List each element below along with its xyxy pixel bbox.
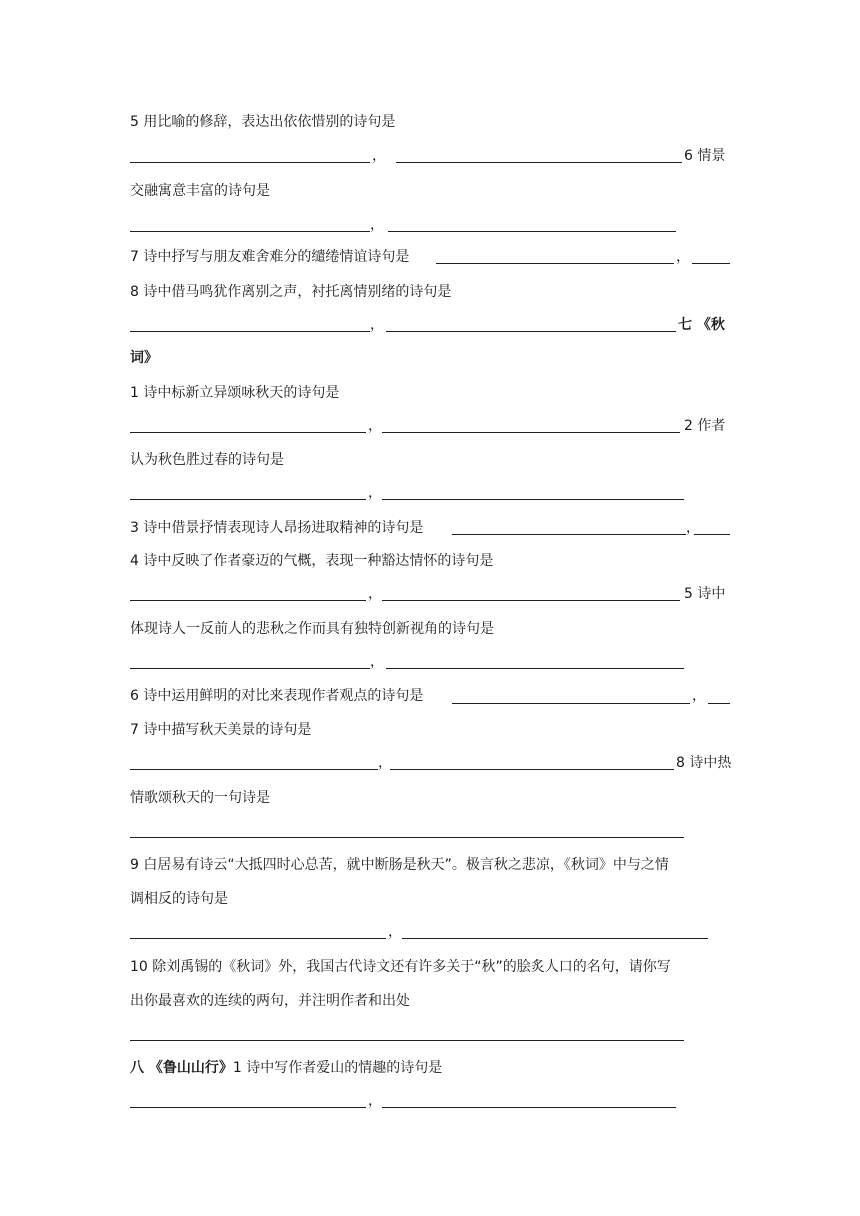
- qiu-question-9-line1: 9 白居易有诗云“大抵四时心总苦，就中断肠是秋天”。极言秋之悲凉，《秋词》中与之情: [130, 857, 669, 873]
- answer-blank[interactable]: [130, 331, 370, 332]
- qiu-question-10-line1: 10 除刘禹锡的《秋词》外，我国古代诗文还有许多关于“秋”的脍炙人口的名句，请你写: [130, 959, 671, 975]
- answer-blank[interactable]: [386, 331, 676, 332]
- qiu-question-8-start: 8 诗中热: [676, 755, 732, 771]
- comma: ，: [686, 520, 700, 536]
- answer-blank[interactable]: [390, 769, 674, 770]
- comma: ，: [372, 148, 386, 164]
- answer-blank[interactable]: [130, 938, 386, 939]
- answer-blank[interactable]: [436, 263, 674, 264]
- answer-blank[interactable]: [382, 1107, 676, 1108]
- section-8-title: 八 《鲁山山行》: [130, 1060, 233, 1076]
- answer-blank[interactable]: [130, 769, 378, 770]
- qiu-question-7: 7 诗中描写秋天美景的诗句是: [130, 722, 312, 738]
- comma: ，: [692, 688, 706, 704]
- answer-blank[interactable]: [130, 1107, 366, 1108]
- answer-blank[interactable]: [130, 231, 370, 232]
- answer-blank[interactable]: [130, 162, 370, 163]
- answer-blank[interactable]: [130, 668, 370, 669]
- answer-blank[interactable]: [692, 263, 730, 264]
- answer-blank[interactable]: [402, 938, 708, 939]
- answer-blank[interactable]: [382, 600, 680, 601]
- question-6-cont: 交融寓意丰富的诗句是: [130, 183, 270, 199]
- comma: ，: [368, 418, 382, 434]
- answer-blank[interactable]: [130, 600, 366, 601]
- answer-blank[interactable]: [130, 837, 684, 838]
- answer-blank[interactable]: [452, 703, 690, 704]
- question-7: 7 诗中抒写与朋友难舍难分的缱绻情谊诗句是: [130, 249, 410, 265]
- comma: ，: [676, 249, 690, 265]
- section-7-title-cont: 词》: [130, 350, 158, 366]
- qiu-question-10-line2: 出你最喜欢的连续的两句，并注明作者和出处: [130, 993, 410, 1009]
- answer-blank[interactable]: [708, 703, 730, 704]
- answer-blank[interactable]: [388, 231, 676, 232]
- qiu-question-2-start: 2 作者: [684, 418, 726, 434]
- section-8-line: [130, 1058, 442, 1078]
- qiu-question-3: 3 诗中借景抒情表现诗人昂扬进取精神的诗句是: [130, 520, 424, 536]
- answer-blank[interactable]: [452, 534, 686, 535]
- comma: ，: [370, 654, 384, 670]
- comma: ，: [368, 1093, 382, 1109]
- qiu-question-5-start: 5 诗中: [684, 586, 726, 602]
- lushan-question-1: 1 诗中写作者爱山的情趣的诗句是: [232, 1060, 443, 1076]
- answer-blank[interactable]: [396, 162, 682, 163]
- qiu-question-8-cont: 情歌颂秋天的一句诗是: [130, 790, 270, 806]
- comma: ，: [368, 586, 382, 602]
- comma: ，: [368, 485, 382, 501]
- question-6-start: 6 情景: [684, 148, 726, 164]
- qiu-question-4: 4 诗中反映了作者豪迈的气概，表现一种豁达情怀的诗句是: [130, 553, 494, 569]
- answer-blank[interactable]: [130, 432, 366, 433]
- qiu-question-1: 1 诗中标新立异颂咏秋天的诗句是: [130, 385, 340, 401]
- qiu-question-2-cont: 认为秋色胜过春的诗句是: [130, 452, 284, 468]
- qiu-question-6: 6 诗中运用鲜明的对比来表现作者观点的诗句是: [130, 688, 424, 704]
- answer-blank[interactable]: [382, 432, 680, 433]
- answer-blank[interactable]: [130, 499, 366, 500]
- answer-blank[interactable]: [694, 534, 730, 535]
- answer-blank[interactable]: [382, 499, 684, 500]
- answer-blank[interactable]: [130, 1040, 684, 1041]
- section-7-title-start: 七 《秋: [678, 317, 725, 333]
- qiu-question-9-line2: 调相反的诗句是: [130, 891, 228, 907]
- question-8: 8 诗中借马鸣犹作离别之声，衬托离情别绪的诗句是: [130, 284, 452, 300]
- answer-blank[interactable]: [386, 668, 684, 669]
- question-5: 5 用比喻的修辞，表达出依依惜别的诗句是: [130, 114, 396, 130]
- comma: ，: [388, 924, 402, 940]
- comma: ，: [370, 217, 384, 233]
- qiu-question-5-cont: 体现诗人一反前人的悲秋之作而具有独特创新视角的诗句是: [130, 621, 494, 637]
- comma: ，: [378, 755, 392, 771]
- comma: ，: [370, 317, 384, 333]
